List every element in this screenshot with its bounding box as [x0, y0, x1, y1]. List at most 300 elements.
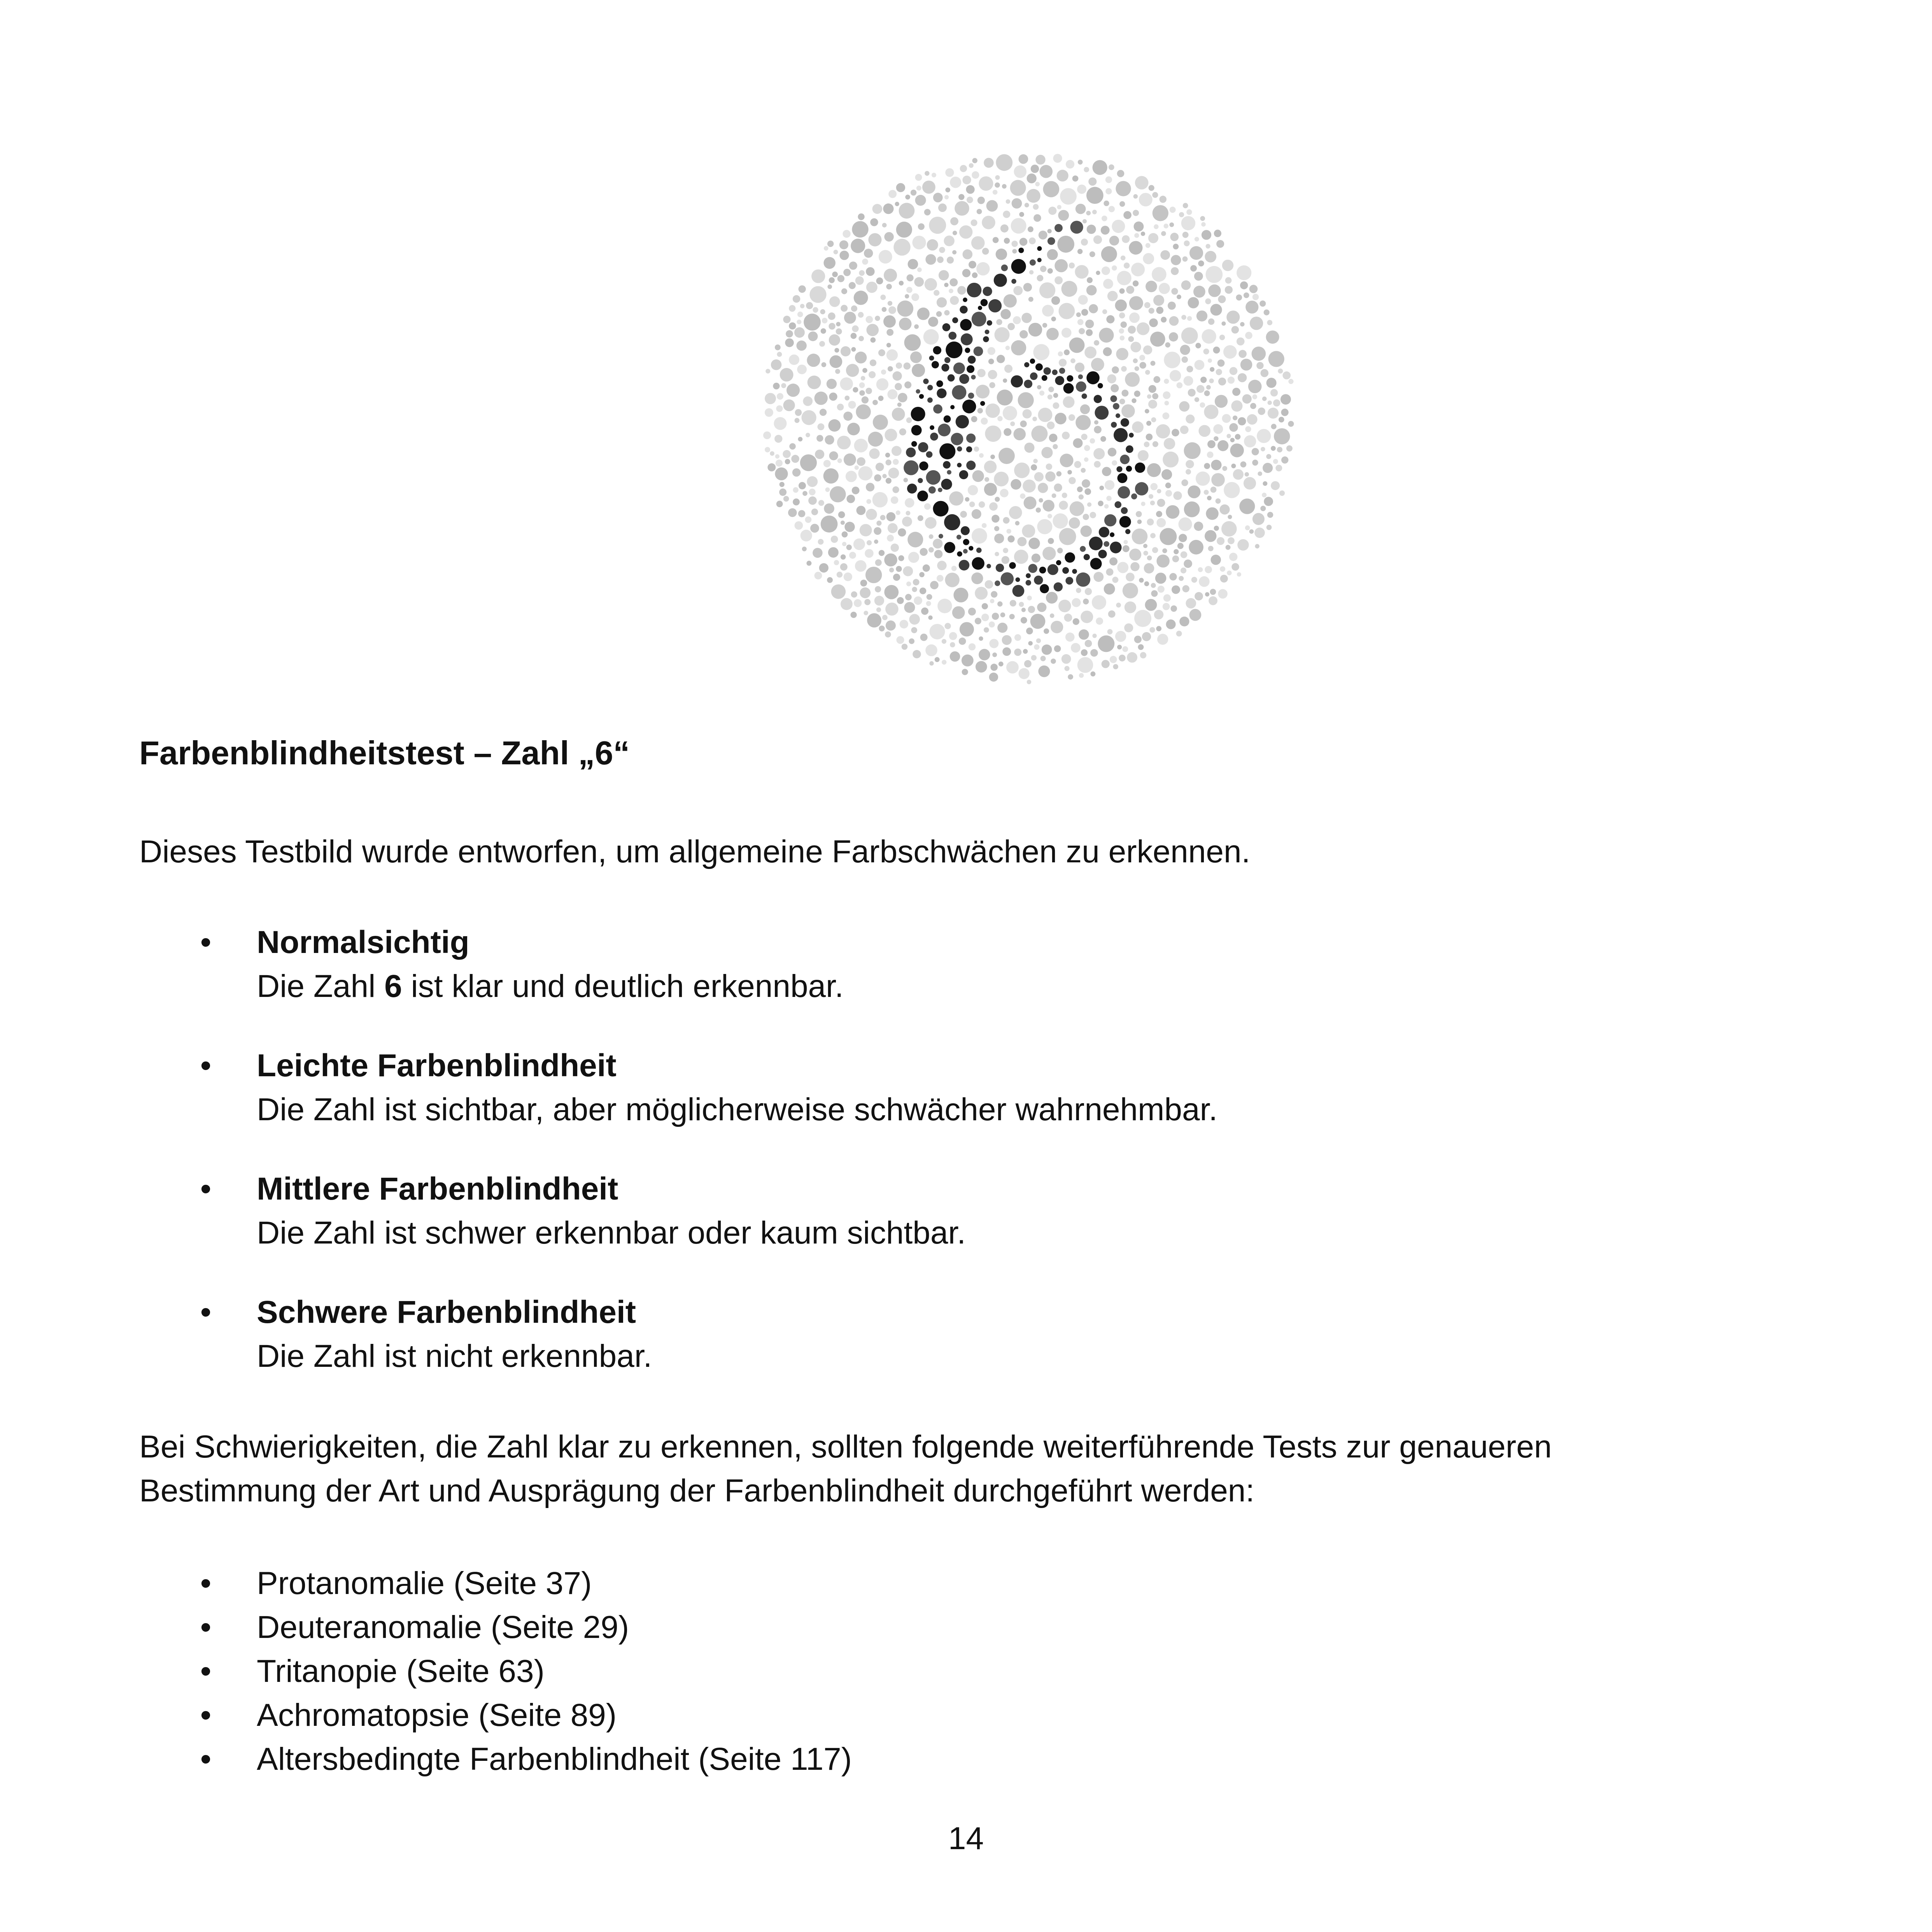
background-dot	[829, 451, 838, 460]
background-dot	[988, 359, 994, 364]
background-dot	[870, 218, 878, 226]
figure-dot	[1009, 562, 1016, 569]
background-dot	[1164, 352, 1181, 368]
background-dot	[895, 202, 899, 206]
background-dot	[1099, 328, 1114, 343]
background-dot	[1030, 614, 1046, 629]
figure-dot	[1001, 264, 1008, 271]
background-dot	[1039, 282, 1055, 298]
background-dot	[800, 454, 817, 471]
background-dot	[1180, 426, 1189, 434]
background-dot	[865, 549, 874, 558]
background-dot	[1037, 275, 1044, 282]
background-dot	[823, 468, 839, 483]
figure-dot	[1126, 466, 1132, 471]
figure-dot	[963, 298, 967, 302]
background-dot	[829, 335, 840, 346]
background-dot	[823, 460, 831, 467]
background-dot	[1179, 212, 1184, 217]
background-dot	[950, 642, 955, 647]
background-dot	[806, 302, 813, 309]
background-dot	[915, 195, 926, 206]
background-dot	[1077, 487, 1083, 492]
background-dot	[1230, 438, 1235, 443]
background-dot	[1117, 562, 1128, 573]
background-dot	[1042, 645, 1052, 655]
background-dot	[847, 423, 860, 435]
background-dot	[994, 526, 999, 531]
background-dot	[1232, 388, 1240, 396]
background-dot	[962, 669, 968, 675]
background-dot	[1240, 322, 1245, 327]
background-dot	[1064, 666, 1069, 671]
background-dot	[1165, 483, 1171, 489]
background-dot	[888, 389, 898, 399]
background-dot	[836, 328, 842, 335]
background-dot	[860, 524, 872, 536]
background-dot	[776, 501, 783, 507]
background-dot	[1131, 263, 1145, 276]
background-dot	[1222, 414, 1231, 423]
background-dot	[1220, 566, 1225, 572]
background-dot	[1168, 301, 1176, 310]
figure-dot	[1126, 445, 1133, 453]
figure-dot	[994, 273, 1007, 287]
figure-dot	[974, 347, 983, 356]
background-dot	[1070, 358, 1075, 363]
background-dot	[849, 282, 856, 289]
background-dot	[1229, 553, 1237, 561]
background-dot	[1119, 399, 1125, 405]
background-dot	[837, 436, 851, 449]
background-dot	[1279, 490, 1285, 496]
background-dot	[831, 584, 846, 599]
background-dot	[893, 574, 900, 581]
background-dot	[1057, 548, 1063, 554]
background-dot	[1186, 415, 1195, 424]
background-dot	[1186, 366, 1193, 372]
background-dot	[1258, 471, 1262, 476]
background-dot	[857, 457, 865, 466]
background-dot	[1282, 371, 1291, 380]
background-dot	[886, 512, 896, 522]
background-dot	[1163, 594, 1171, 602]
background-dot	[913, 579, 920, 585]
background-dot	[885, 429, 897, 441]
background-dot	[1059, 501, 1068, 510]
background-dot	[834, 348, 839, 352]
figure-dot	[1047, 564, 1058, 575]
figure-dot	[957, 446, 962, 451]
background-dot	[979, 453, 984, 458]
background-dot	[1024, 496, 1037, 509]
background-dot	[998, 662, 1004, 667]
background-dot	[1103, 201, 1109, 206]
background-dot	[841, 288, 847, 294]
background-dot	[1048, 207, 1056, 215]
background-dot	[1226, 545, 1231, 550]
background-dot	[996, 319, 1002, 325]
background-dot	[881, 370, 886, 375]
background-dot	[1069, 517, 1080, 529]
background-dot	[792, 468, 800, 476]
background-dot	[1179, 517, 1192, 531]
background-dot	[872, 204, 883, 214]
background-dot	[1281, 409, 1289, 416]
background-dot	[1281, 456, 1288, 463]
background-dot	[849, 552, 856, 559]
background-dot	[1139, 578, 1144, 583]
background-dot	[1113, 664, 1118, 669]
background-dot	[1207, 440, 1216, 448]
figure-dot	[911, 407, 925, 421]
background-dot	[1000, 489, 1009, 497]
background-dot	[1107, 374, 1116, 383]
background-dot	[798, 437, 802, 441]
background-dot	[1031, 464, 1037, 471]
background-dot	[1181, 328, 1198, 344]
figure-dot	[1030, 372, 1038, 380]
background-dot	[1221, 321, 1226, 326]
background-dot	[893, 459, 899, 465]
background-dot	[1220, 575, 1228, 583]
category-description: Die Zahl ist nicht erkennbar.	[257, 1338, 652, 1374]
background-dot	[1124, 263, 1130, 268]
followup-line: Bestimmung der Art und Ausprägung der Farbenblindheit durchgeführt werden:	[139, 1473, 1255, 1508]
background-dot	[1213, 424, 1223, 434]
background-dot	[1195, 343, 1201, 348]
background-dot	[1037, 603, 1046, 612]
background-dot	[1028, 641, 1033, 646]
background-dot	[1109, 206, 1115, 212]
background-dot	[1231, 400, 1242, 412]
background-dot	[1217, 359, 1225, 367]
figure-dot	[926, 470, 941, 485]
background-dot	[1134, 636, 1142, 643]
background-dot	[1021, 608, 1026, 612]
background-dot	[972, 272, 978, 278]
background-dot	[1196, 471, 1210, 486]
background-dot	[884, 269, 897, 282]
background-dot	[1037, 519, 1052, 534]
background-dot	[1244, 293, 1249, 298]
figure-dot	[950, 405, 955, 409]
background-dot	[1126, 573, 1135, 582]
background-dot	[981, 614, 989, 622]
background-dot	[865, 388, 872, 394]
followup-line: Bei Schwierigkeiten, die Zahl klar zu erkennen, sollten folgende weiterführende Tests zur genaueren	[139, 1429, 1552, 1464]
background-dot	[1010, 180, 1026, 196]
background-dot	[1156, 424, 1170, 439]
figure-dot	[987, 320, 992, 326]
background-dot	[1078, 159, 1083, 165]
background-dot	[1186, 460, 1194, 468]
background-dot	[1000, 224, 1009, 233]
background-dot	[1084, 489, 1091, 495]
background-dot	[802, 491, 807, 496]
background-dot	[875, 586, 881, 592]
background-dot	[1209, 596, 1217, 605]
background-dot	[1216, 369, 1222, 375]
background-dot	[899, 428, 906, 435]
background-dot	[1183, 203, 1188, 208]
background-dot	[1047, 394, 1053, 399]
background-dot	[860, 580, 867, 587]
background-dot	[908, 259, 918, 270]
background-dot	[949, 491, 963, 506]
background-dot	[1074, 461, 1081, 468]
background-dot	[882, 223, 887, 228]
background-dot	[830, 355, 843, 368]
background-dot	[1040, 165, 1053, 178]
background-dot	[1054, 483, 1062, 492]
background-dot	[917, 308, 930, 320]
background-dot	[1086, 187, 1103, 204]
background-dot	[1188, 389, 1196, 396]
background-dot	[1161, 231, 1166, 236]
background-dot	[950, 217, 958, 225]
background-dot	[1161, 469, 1172, 480]
description-text: Die Zahl	[257, 969, 385, 1004]
background-dot	[1242, 394, 1252, 404]
figure-dot	[952, 317, 958, 323]
background-dot	[990, 664, 997, 671]
background-dot	[959, 225, 972, 238]
background-dot	[1082, 219, 1087, 223]
background-dot	[907, 532, 923, 547]
background-dot	[1288, 379, 1293, 384]
background-dot	[911, 189, 916, 195]
background-dot	[1154, 610, 1163, 619]
background-dot	[958, 194, 964, 200]
background-dot	[1041, 447, 1053, 458]
background-dot	[1181, 479, 1188, 486]
background-dot	[955, 201, 969, 216]
background-dot	[1054, 276, 1063, 284]
background-dot	[866, 316, 873, 323]
background-dot	[1157, 499, 1165, 507]
background-dot	[984, 461, 997, 473]
background-dot	[1010, 600, 1016, 606]
figure-dot	[1125, 529, 1130, 534]
background-dot	[1209, 378, 1214, 383]
background-dot	[866, 324, 879, 336]
background-dot	[1141, 502, 1145, 506]
background-dot	[1033, 204, 1039, 210]
background-dot	[1240, 359, 1252, 371]
background-dot	[842, 531, 848, 538]
figure-dot	[968, 356, 976, 364]
background-dot	[1002, 635, 1012, 645]
background-dot	[1084, 167, 1089, 172]
background-dot	[1057, 205, 1061, 209]
background-dot	[1193, 286, 1205, 298]
background-dot	[1147, 463, 1161, 477]
background-dot	[951, 566, 957, 571]
background-dot	[891, 496, 899, 504]
background-dot	[1143, 544, 1147, 548]
background-dot	[935, 657, 940, 662]
background-dot	[777, 393, 783, 399]
background-dot	[985, 426, 1001, 442]
background-dot	[984, 483, 997, 496]
background-dot	[1273, 459, 1278, 464]
background-dot	[1164, 438, 1175, 449]
background-dot	[949, 289, 953, 293]
background-dot	[1231, 326, 1239, 334]
background-dot	[995, 552, 999, 556]
background-dot	[876, 378, 888, 391]
figure-dot	[972, 557, 984, 569]
background-dot	[949, 278, 958, 286]
background-dot	[1092, 634, 1096, 638]
background-dot	[1031, 655, 1037, 660]
background-dot	[1223, 345, 1237, 359]
background-dot	[800, 530, 812, 541]
background-dot	[898, 528, 906, 536]
background-dot	[793, 487, 799, 492]
background-dot	[1084, 445, 1090, 451]
background-dot	[1089, 251, 1095, 257]
background-dot	[1154, 224, 1158, 229]
background-dot	[1235, 434, 1241, 440]
background-dot	[998, 448, 1015, 464]
background-dot	[1218, 295, 1226, 303]
background-dot	[1112, 577, 1118, 583]
background-dot	[962, 176, 971, 184]
background-dot	[1194, 522, 1203, 531]
background-dot	[854, 291, 868, 305]
figure-dot	[911, 441, 917, 447]
background-dot	[831, 536, 838, 543]
background-dot	[1174, 549, 1179, 554]
background-dot	[1266, 525, 1272, 530]
background-dot	[808, 331, 818, 341]
background-dot	[1207, 496, 1212, 500]
background-dot	[1160, 528, 1177, 545]
figure-dot	[906, 447, 916, 457]
background-dot	[1189, 246, 1203, 260]
page-title: Farbenblindheitstest – Zahl „6“	[139, 735, 630, 772]
background-dot	[789, 443, 796, 450]
background-dot	[1019, 602, 1024, 607]
background-dot	[776, 460, 783, 467]
figure-dot	[919, 461, 928, 470]
figure-dot	[1037, 258, 1042, 262]
figure-dot	[1116, 413, 1120, 418]
background-dot	[1013, 316, 1021, 324]
background-dot	[1186, 469, 1191, 475]
figure-dot	[1011, 375, 1023, 387]
background-dot	[1149, 385, 1156, 393]
figure-dot	[944, 514, 960, 531]
background-dot	[905, 498, 914, 507]
background-dot	[1068, 414, 1075, 421]
list-item	[139, 1737, 1812, 1781]
background-dot	[934, 290, 939, 296]
bullet-icon: •	[200, 1171, 212, 1207]
background-dot	[1086, 285, 1097, 296]
background-dot	[1171, 605, 1177, 612]
background-dot	[1238, 373, 1247, 382]
background-dot	[1013, 428, 1026, 440]
background-dot	[929, 534, 934, 539]
background-dot	[1024, 660, 1032, 667]
background-dot	[971, 236, 985, 250]
background-dot	[829, 296, 840, 307]
figure-dot	[967, 365, 974, 373]
background-dot	[853, 387, 858, 392]
background-dot	[1198, 425, 1210, 437]
background-dot	[1244, 435, 1256, 447]
background-dot	[839, 240, 848, 249]
background-dot	[1012, 198, 1022, 209]
background-dot	[1117, 645, 1122, 650]
background-dot	[834, 250, 838, 254]
background-dot	[1123, 545, 1130, 552]
background-dot	[1270, 389, 1278, 396]
background-dot	[821, 328, 826, 334]
background-dot	[918, 515, 923, 521]
background-dot	[1051, 659, 1056, 664]
background-dot	[1048, 387, 1054, 392]
background-dot	[1187, 316, 1192, 321]
background-dot	[1245, 426, 1251, 432]
background-dot	[1252, 394, 1258, 399]
figure-dot	[957, 551, 962, 556]
background-dot	[1122, 646, 1128, 652]
background-dot	[844, 573, 852, 581]
background-dot	[807, 354, 820, 367]
background-dot	[818, 539, 824, 545]
background-dot	[1054, 645, 1061, 652]
background-dot	[1072, 175, 1079, 182]
background-dot	[859, 270, 865, 276]
figure-dot	[1110, 395, 1117, 402]
background-dot	[1106, 496, 1111, 501]
background-dot	[974, 447, 979, 452]
background-dot	[1263, 481, 1267, 486]
background-dot	[856, 405, 871, 420]
background-dot	[905, 194, 910, 200]
background-dot	[819, 341, 825, 347]
background-dot	[1146, 434, 1153, 441]
background-dot	[818, 500, 824, 506]
background-dot	[802, 546, 807, 551]
background-dot	[1017, 537, 1026, 546]
background-dot	[1069, 337, 1085, 353]
background-dot	[837, 458, 842, 463]
background-dot	[1239, 499, 1255, 514]
background-dot	[1119, 655, 1126, 662]
background-dot	[1061, 281, 1077, 297]
background-dot	[1262, 396, 1267, 401]
background-dot	[850, 612, 857, 618]
background-dot	[1027, 173, 1037, 183]
background-dot	[1101, 246, 1117, 262]
background-dot	[774, 435, 782, 443]
figure-dot	[942, 323, 951, 331]
background-dot	[1230, 367, 1238, 375]
background-dot	[1205, 530, 1217, 542]
background-dot	[1019, 212, 1024, 217]
figure-dot	[929, 356, 934, 361]
background-dot	[841, 520, 845, 525]
background-dot	[1032, 554, 1040, 562]
background-dot	[866, 483, 874, 491]
background-dot	[799, 482, 806, 489]
background-dot	[1264, 310, 1270, 315]
